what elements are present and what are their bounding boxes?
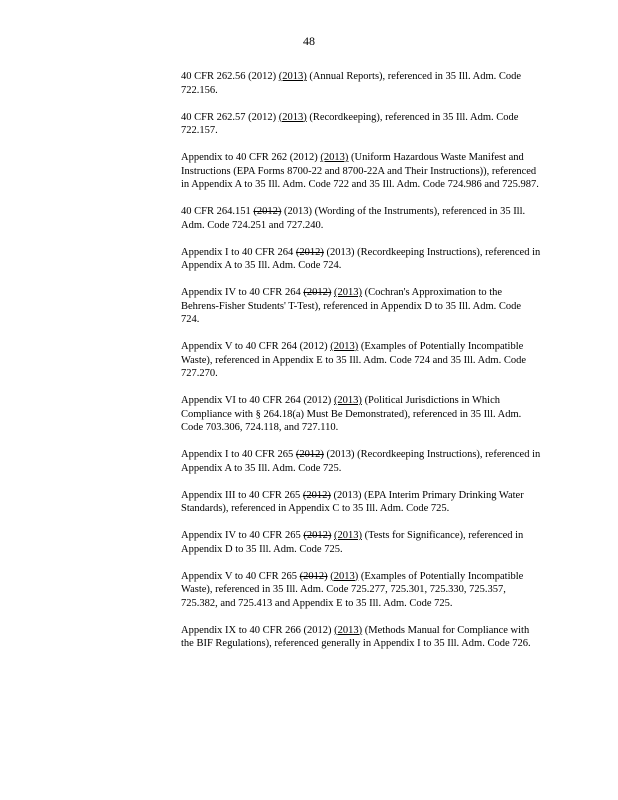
entry-text: (Political Jurisdictions in Which Compliance with § 264.18(a) Must Be Demonstrated), referenced in 35 Ill. Adm. Code 703.306, 724.118, and 727.110. <box>181 395 522 433</box>
deleted-year: (2012) <box>299 570 328 582</box>
entry-text: 40 CFR 264.151 <box>181 206 254 217</box>
entry-text: (Recordkeeping), referenced in 35 Ill. Adm. Code 722.157. <box>181 111 519 136</box>
entry-text: (Annual Reports), referenced in 35 Ill. Adm. Code 722.156. <box>181 71 522 96</box>
reference-entry <box>181 570 541 611</box>
entry-text: 40 CFR 262.56 (2012) <box>181 71 279 82</box>
reference-entry <box>181 340 541 381</box>
entry-text: (Methods Manual for Compliance with the BIF Regulations), referenced generally in Appendix I to 35 Ill. Adm. Code 726. <box>181 624 531 649</box>
reference-entry <box>181 529 541 556</box>
added-year: (2013) <box>330 570 359 582</box>
reference-entry <box>181 205 541 232</box>
deleted-year: (2012) <box>302 489 331 501</box>
reference-list <box>181 70 541 664</box>
entry-text: (Uniform Hazardous Waste Manifest and Instructions (EPA Forms 8700-22 and 8700-22A and Their Instructions)), referenced in Appendix A to 35 Ill. Adm. Code 722 and 35 Ill. Adm. Code 724.986 and 725.987. <box>181 152 539 190</box>
deleted-year: (2012) <box>295 449 324 460</box>
entry-text: 40 CFR 262.57 (2012) <box>181 111 279 123</box>
entry-text: (2013) (EPA Interim Primary Drinking Water Standards), referenced in Appendix C to 35 Ill. Adm. Code 725. <box>181 489 524 514</box>
reference-entry <box>181 448 541 475</box>
entry-text: Appendix III to 40 CFR 265 <box>181 489 303 501</box>
added-year: (2013) <box>333 287 362 298</box>
added-year: (2013) <box>278 71 307 82</box>
reference-entry <box>181 111 541 138</box>
entry-text: Appendix V to 40 CFR 264 (2012) <box>181 341 331 352</box>
entry-text: (Examples of Potentially Incompatible Waste), referenced in 35 Ill. Adm. Code 725.277, 725.301, 725.330, 725.357, 725.382, and 725.413 and Appendix E to 35 Ill. Adm. Code 725. <box>181 570 524 609</box>
added-year: (2013) <box>334 624 363 636</box>
added-year: (2013) <box>333 395 362 406</box>
deleted-year: (2012) <box>295 246 324 258</box>
entry-text: Appendix V to 40 CFR 265 <box>181 570 300 582</box>
reference-entry <box>181 624 541 651</box>
added-year: (2013) <box>333 530 362 541</box>
entry-text: (Cochran's Approximation to the Behrens-Fisher Students' T-Test), referenced in Appendix D to 35 Ill. Adm. Code 724. <box>181 287 522 325</box>
reference-entry <box>181 151 541 192</box>
entry-text: Appendix VI to 40 CFR 264 (2012) <box>181 395 334 406</box>
reference-entry <box>181 70 541 97</box>
entry-text: (2013) (Recordkeeping Instructions), referenced in Appendix A to 35 Ill. Adm. Code 725. <box>181 449 541 474</box>
added-year: (2013) <box>278 111 307 123</box>
deleted-year: (2012) <box>253 206 282 217</box>
reference-entry <box>181 286 541 327</box>
entry-text: (2013) (Recordkeeping Instructions), referenced in Appendix A to 35 Ill. Adm. Code 724. <box>181 246 541 271</box>
entry-text: (Examples of Potentially Incompatible Waste), referenced in Appendix E to 35 Ill. Adm. Code 724 and 35 Ill. Adm. Code 727.270. <box>181 341 527 379</box>
entry-text: Appendix IV to 40 CFR 265 <box>181 530 304 541</box>
page-number: 48 <box>303 34 315 48</box>
added-year: (2013) <box>330 341 359 352</box>
reference-entry <box>181 246 541 273</box>
entry-text: (Tests for Significance), referenced in Appendix D to 35 Ill. Adm. Code 725. <box>181 530 524 555</box>
reference-entry <box>181 394 541 435</box>
entry-text: Appendix IV to 40 CFR 264 <box>181 287 304 298</box>
deleted-year: (2012) <box>303 287 332 298</box>
entry-text: Appendix to 40 CFR 262 (2012) <box>181 152 321 163</box>
entry-text: Appendix I to 40 CFR 264 <box>181 246 296 258</box>
added-year: (2013) <box>320 152 349 163</box>
entry-text: Appendix IX to 40 CFR 266 (2012) <box>181 624 335 636</box>
reference-entry <box>181 489 541 516</box>
entry-text: Appendix I to 40 CFR 265 <box>181 449 296 460</box>
deleted-year: (2012) <box>303 530 332 541</box>
entry-text: (2013) (Wording of the Instruments), referenced in 35 Ill. Adm. Code 724.251 and 727.240. <box>181 206 526 231</box>
